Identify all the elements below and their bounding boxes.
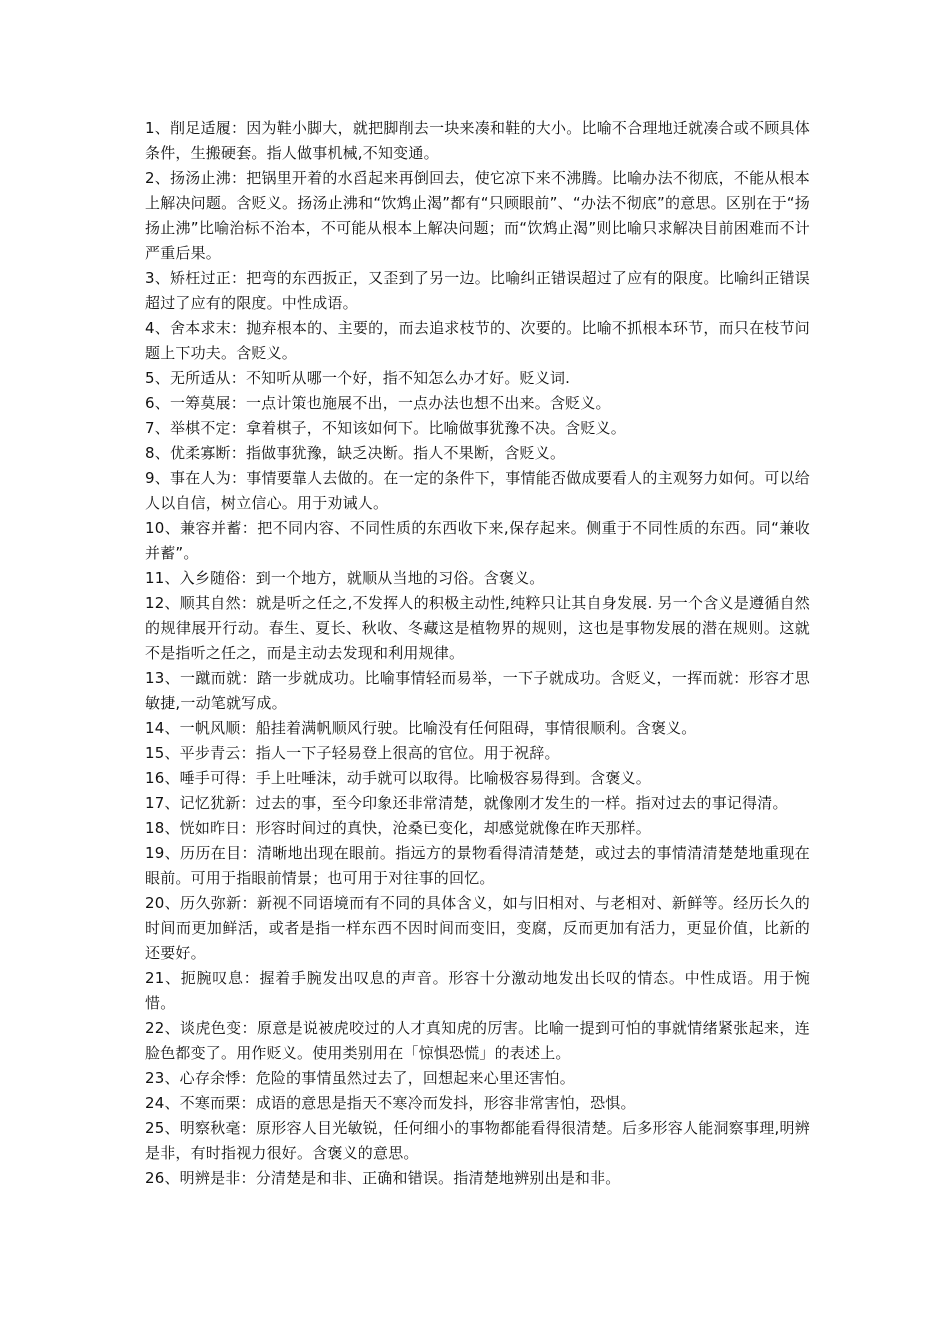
idiom-entry-23: 23、心存余悸：危险的事情虽然过去了，回想起来心里还害怕。 — [145, 1069, 575, 1087]
idiom-entry-8: 8、优柔寡断：指做事犹豫，缺乏决断。指人不果断，含贬义。 — [145, 444, 566, 462]
idiom-entry-17: 17、记忆犹新：过去的事，至今印象还非常清楚，就像刚才发生的一样。指对过去的事记得清。 — [145, 794, 788, 812]
idiom-entry-19: 19、历历在目：清晰地出现在眼前。指远方的景物看得清清楚楚，或过去的事情清清楚楚地重现在眼前。可用于指眼前情景；也可用于对往事的回忆。 — [145, 844, 810, 887]
idiom-entry-7: 7、举棋不定：拿着棋子，不知该如何下。比喻做事犹豫不决。含贬义。 — [145, 419, 626, 437]
idiom-entry-26: 26、明辨是非：分清楚是和非、正确和错误。指清楚地辨别出是和非。 — [145, 1169, 621, 1187]
idiom-list — [145, 116, 810, 1191]
idiom-entry-4: 4、舍本求末：抛弃根本的、主要的，而去追求枝节的、次要的。比喻不抓根本环节，而只在枝节问题上下功夫。含贬义。 — [145, 319, 810, 362]
idiom-entry-6: 6、一筹莫展：一点计策也施展不出，一点办法也想不出来。含贬义。 — [145, 394, 611, 412]
idiom-entry-25: 25、明察秋毫：原形容人目光敏锐，任何细小的事物都能看得很清楚。后多形容人能洞察事理,明辨是非，有时指视力很好。含褒义的意思。 — [145, 1119, 810, 1162]
idiom-entry-11: 11、入乡随俗：到一个地方，就顺从当地的习俗。含褒义。 — [145, 569, 545, 587]
idiom-entry-12: 12、顺其自然：就是听之任之,不发挥人的积极主动性,纯粹只让其自身发展. 另一个含义是遵循自然的规律展开行动。春生、夏长、秋收、冬藏这是植物界的规则，这也是事物发展的潜在规则。这就不是指听之任之，而是主动去发现和利用规律。 — [145, 594, 810, 662]
idiom-entry-1: 1、削足适履：因为鞋小脚大，就把脚削去一块来凑和鞋的大小。比喻不合理地迁就凑合或不顾具体条件，生搬硬套。指人做事机械,不知变通。 — [145, 119, 810, 162]
idiom-entry-21: 21、扼腕叹息：握着手腕发出叹息的声音。形容十分激动地发出长叹的情态。中性成语。用于惋惜。 — [145, 969, 810, 1012]
idiom-entry-5: 5、无所适从：不知听从哪一个好，指不知怎么办才好。贬义词. — [145, 369, 571, 387]
idiom-entry-10: 10、兼容并蓄：把不同内容、不同性质的东西收下来,保存起来。侧重于不同性质的东西。同“兼收并蓄”。 — [145, 519, 810, 562]
idiom-entry-16: 16、唾手可得：手上吐唾沫，动手就可以取得。比喻极容易得到。含褒义。 — [145, 769, 651, 787]
idiom-entry-18: 18、恍如昨日：形容时间过的真快，沧桑已变化，却感觉就像在昨天那样。 — [145, 819, 651, 837]
idiom-entry-14: 14、一帆风顺：船挂着满帆顺风行驶。比喻没有任何阻碍，事情很顺利。含褒义。 — [145, 719, 697, 737]
idiom-entry-2: 2、扬汤止沸：把锅里开着的水舀起来再倒回去，使它凉下来不沸腾。比喻办法不彻底，不能从根本上解决问题。含贬义。扬汤止沸和“饮鸩止渴”都有“只顾眼前”、“办法不彻底”的意思。区别在于“扬扬止沸”比喻治标不治本，不可能从根本上解决问题；而“饮鸩止渴”则比喻只求解决目前困难而不计严重后果。 — [145, 169, 810, 262]
idiom-entry-3: 3、矫枉过正：把弯的东西扳正，又歪到了另一边。比喻纠正错误超过了应有的限度。比喻纠正错误超过了应有的限度。中性成语。 — [145, 269, 810, 312]
idiom-entry-20: 20、历久弥新：新视不同语境而有不同的具体含义，如与旧相对、与老相对、新鲜等。经历长久的时间而更加鲜活，或者是指一样东西不因时间而变旧，变腐，反而更加有活力，更显价值，比新的还要好。 — [145, 894, 810, 962]
idiom-entry-15: 15、平步青云：指人一下子轻易登上很高的官位。用于祝辞。 — [145, 744, 560, 762]
idiom-entry-13: 13、一蹴而就：踏一步就成功。比喻事情轻而易举，一下子就成功。含贬义，一挥而就：形容才思敏捷,一动笔就写成。 — [145, 669, 810, 712]
idiom-entry-9: 9、事在人为：事情要靠人去做的。在一定的条件下，事情能否做成要看人的主观努力如何。可以给人以自信，树立信心。用于劝诫人。 — [145, 469, 810, 512]
idiom-entry-22: 22、谈虎色变：原意是说被虎咬过的人才真知虎的厉害。比喻一提到可怕的事就情绪紧张起来，连脸色都变了。用作贬义。使用类别用在「惊惧恐慌」的表述上。 — [145, 1019, 810, 1062]
idiom-entry-24: 24、不寒而栗：成语的意思是指天不寒冷而发抖，形容非常害怕，恐惧。 — [145, 1094, 636, 1112]
